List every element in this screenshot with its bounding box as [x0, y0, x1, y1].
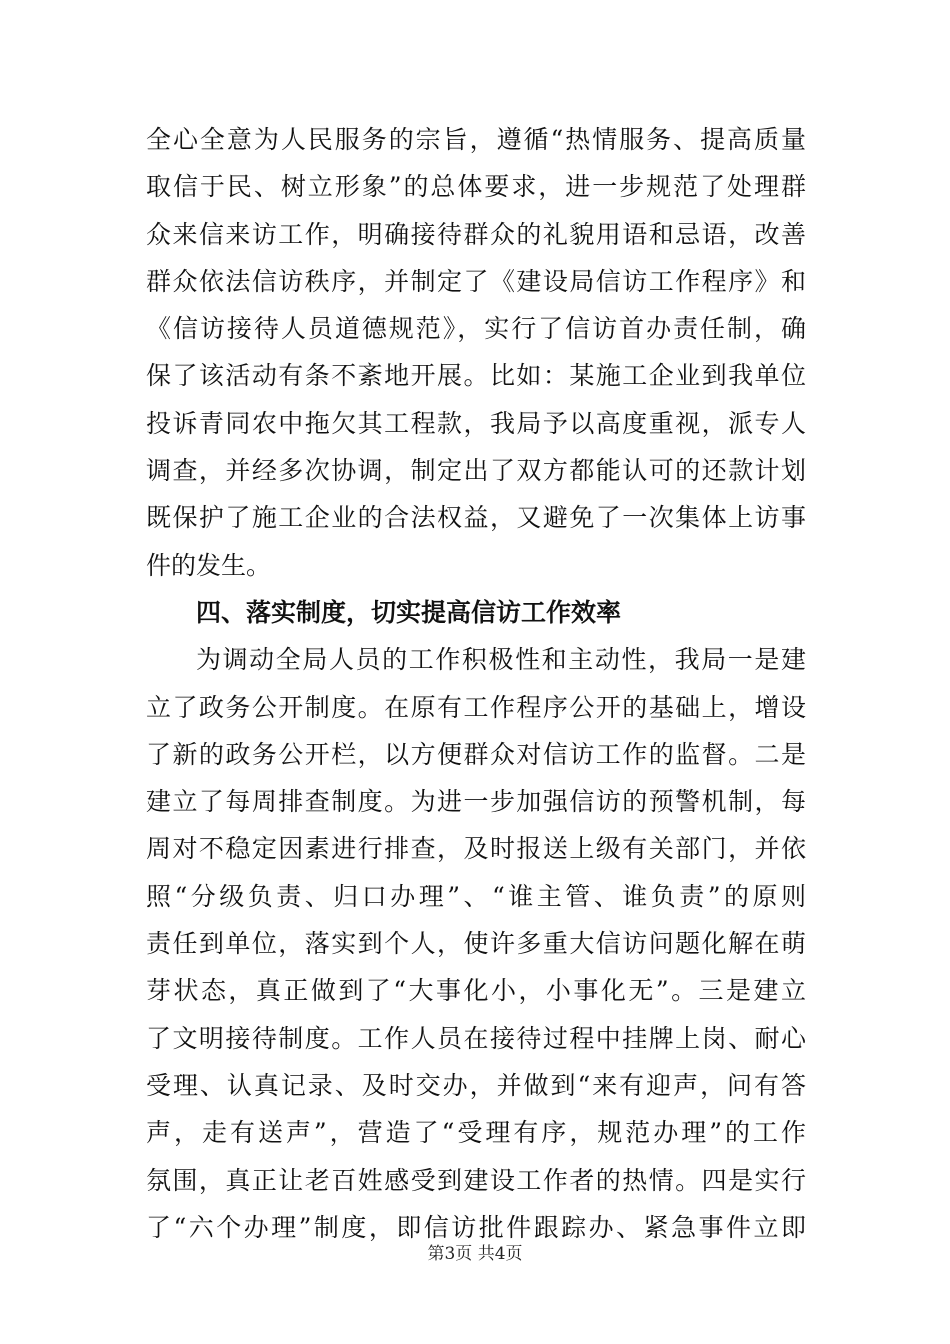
text-line: 全心全意为人民服务的宗旨，遵循“热情服务、提高质量	[146, 125, 806, 154]
text-line: 调查，并经多次协调，制定出了双方都能认可的还款计划	[146, 456, 806, 486]
text-line: 照“分级负责、归口办理”、“谁主管、谁负责”的原则	[146, 881, 806, 911]
text-line: 周对不稳定因素进行排查，及时报送上级有关部门，并依	[146, 834, 806, 864]
text-line: 投诉青同农中拖欠其工程款，我局予以高度重视，派专人	[146, 408, 806, 438]
text-line: 件的发生。	[146, 550, 272, 580]
paragraph-1	[146, 116, 806, 589]
text-line: 保了该活动有条不紊地开展。比如：某施工企业到我单位	[146, 361, 806, 391]
text-line: 立了政务公开制度。在原有工作程序公开的基础上，增设	[146, 692, 806, 722]
text-line: 受理、认真记录、及时交办，并做到“来有迎声，问有答	[146, 1070, 806, 1100]
page-footer: 第3页 共4页	[427, 1244, 523, 1264]
text-line: 氛围，真正让老百姓感受到建设工作者的热情。四是实行	[146, 1165, 806, 1195]
text-line: 众来信来访工作，明确接待群众的礼貌用语和忌语，改善	[146, 219, 806, 249]
text-line: 了文明接待制度。工作人员在接待过程中挂牌上岗、耐心	[146, 1023, 806, 1053]
section-heading: 四、落实制度，切实提高信访工作效率	[196, 597, 622, 627]
document-body	[146, 116, 806, 1251]
paragraph-2	[146, 636, 806, 1251]
text-line: 《信访接待人员道德规范》，实行了信访首办责任制，确	[146, 314, 806, 344]
text-line: 芽状态，真正做到了“大事化小，小事化无”。三是建立	[146, 976, 806, 1006]
text-line: 既保护了施工企业的合法权益，又避免了一次集体上访事	[146, 503, 806, 533]
text-line: 了“六个办理”制度，即信访批件跟踪办、紧急事件立即	[146, 1212, 806, 1242]
text-line: 了新的政务公开栏，以方便群众对信访工作的监督。二是	[146, 739, 806, 769]
text-line: 责任到单位，落实到个人，使许多重大信访问题化解在萌	[146, 929, 806, 959]
text-line: 声，走有送声”，营造了“受理有序，规范办理”的工作	[146, 1118, 806, 1148]
text-line: 取信于民、树立形象”的总体要求，进一步规范了处理群	[146, 172, 806, 202]
text-line: 建立了每周排查制度。为进一步加强信访的预警机制，每	[146, 787, 806, 817]
text-line: 为调动全局人员的工作积极性和主动性，我局一是建	[196, 645, 806, 675]
text-line: 群众依法信访秩序，并制定了《建设局信访工作程序》和	[146, 266, 806, 296]
